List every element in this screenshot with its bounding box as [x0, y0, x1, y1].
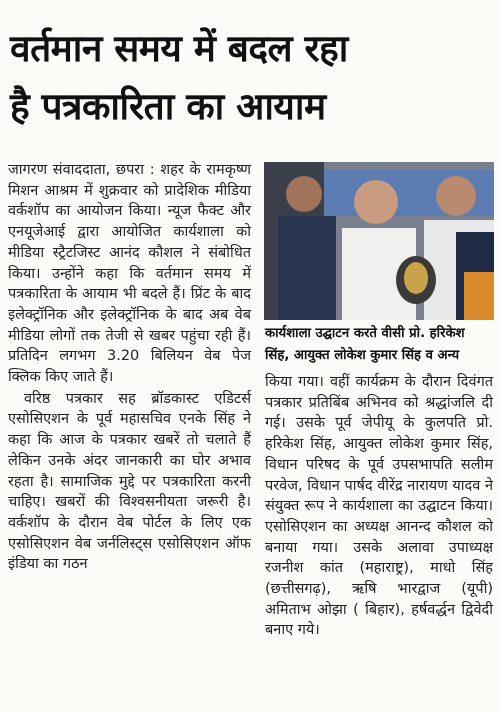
headline-line-1: वर्तमान समय में बदल रहा — [10, 27, 348, 70]
headline — [10, 20, 490, 136]
news-photo — [264, 162, 494, 320]
article-paragraph-3: किया गया। वहीं कार्यक्रम के दौरान दिवंगत पत्रकार प्रतिबिंब अभिनव को श्रद्धांजलि दी गई। उसके पूर्व जेपीयू के कुलपति प्रो. हरिकेश सिंह, आयुक्त लोकेश कुमार सिंह, विधान परिषद के पूर्व उपसभापति सलीम परवेज, विधान पार्षद वीरेंद्र नारायण यादव ने संयुक्त रूप ने कार्यशाला का उद्घाटन किया। एसोसिएशन का अध्यक्ष आनन्द कौशल को बनाया गया। उसके अलावा उपाध्यक्ष रजनीश कांत (महाराष्ट्र), माधो सिंह (छत्तीसगढ़), ऋषि भारद्वाज (यूपी) अमिताभ ओझा ( बिहार), हर्षवर्द्धन द्विवेदी बनाए गये। — [265, 374, 493, 639]
photo-caption: कार्यशाला उद्घाटन करते वीसी प्रो. हरिकेश सिंह, आयुक्त लोकेश कुमार सिंह व अन्य — [265, 326, 465, 363]
article-paragraph-1: जागरण संवाददाता, छपरा : शहर के रामकृष्ण मिशन आश्रम में शुक्रवार को प्रादेशिक मीडिया वर्कशॉप का आयोजन किया। न्यूज फैक्ट और एनयूजेआई द्वारा आयोजित कार्यशाला को मीडिया स्ट्रैटजिस्ट आनंद कौशल ने संबोधित किया। उन्होंने कहा कि वर्तमान समय में पत्रकारिता के आयाम भी बदले हैं। प्रिंट के बाद इलेक्ट्रॉनिक और इलेक्ट्रॉनिक के बाद अब वेब मीडिया लोगों तक तेजी से खबर पहुंचा रही हैं। प्रतिदिन लगभग 3.20 बिलियन वेब पेज क्लिक किए जाते हैं। — [8, 162, 251, 386]
event-photo-illustration — [264, 162, 494, 320]
article-right-column — [265, 372, 493, 642]
article-left-column — [8, 160, 251, 576]
headline-line-2: है पत्रकारिता का आयाम — [10, 85, 326, 128]
article-paragraph-2: वरिष्ठ पत्रकार सह ब्रॉडकास्ट एडिटर्स एसोसिएशन के पूर्व महासचिव एनके सिंह ने कहा कि आज के पत्रकार खबरें तो चलाते हैं लेकिन उनके अंदर जानकारी का घोर अभाव रहता है। सामाजिक मुद्दे पर पत्रकारिता करनी चाहिए। खबरों की विश्वसनीयता जरूरी है। वर्कशॉप के दौरान वेब पोर्टल के लिए एक एसोसिएशन वेब जर्नलिस्ट्स एसोसिएशन ऑफ इंडिया का गठन — [8, 390, 251, 573]
